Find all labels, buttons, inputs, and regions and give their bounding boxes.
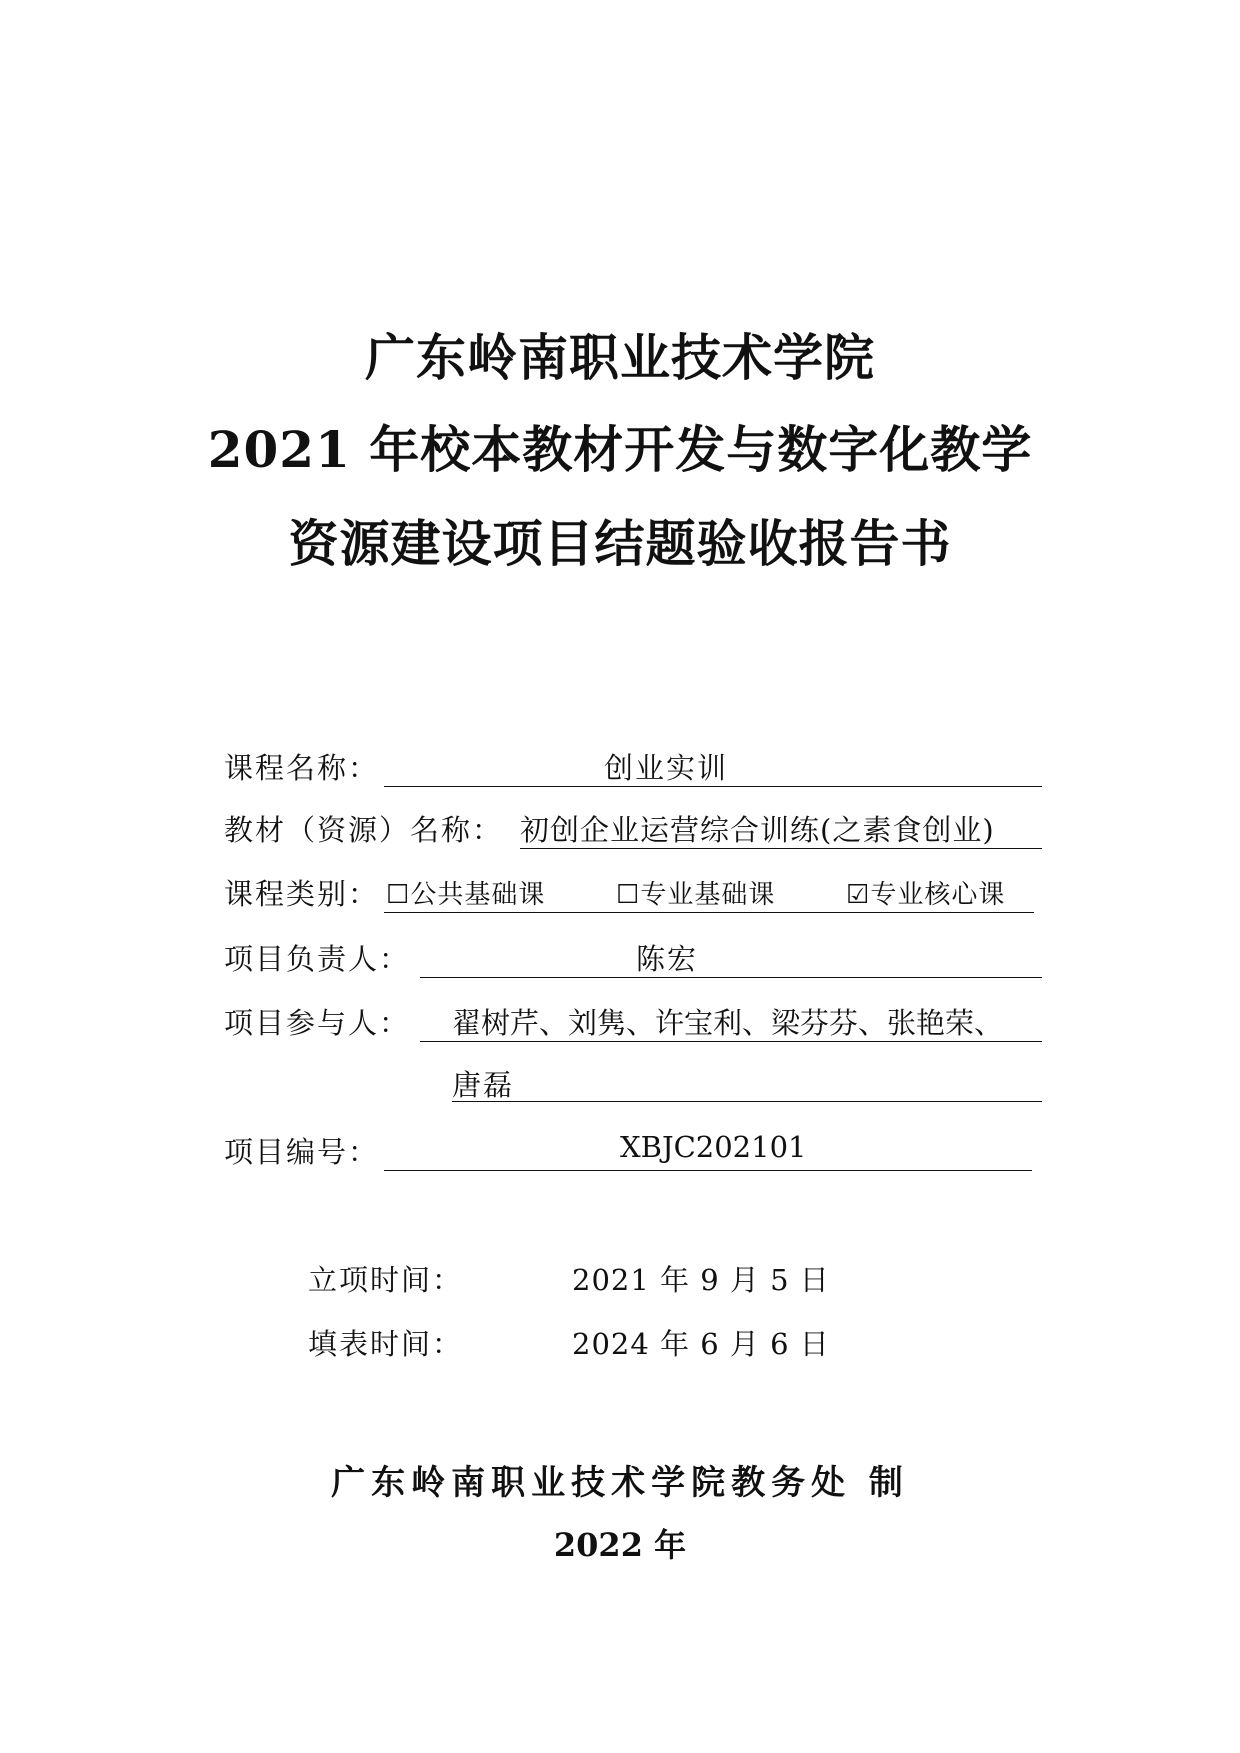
checkbox-unchecked-icon: ☐ (616, 880, 641, 910)
course-category-row (224, 872, 1044, 916)
material-name-value: 初创企业运营综合训练(之素食创业) (520, 813, 995, 847)
project-participants-value-1: 翟树芹、刘隽、许宝利、梁芬芬、张艳荣、 (452, 1006, 1004, 1040)
start-date-value: 2021 年 9 月 5 日 (572, 1263, 830, 1297)
fill-date-value: 2024 年 6 月 6 日 (572, 1327, 830, 1361)
project-leader-row (224, 937, 1044, 981)
project-leader-value: 陈宏 (636, 942, 699, 976)
footer-year: 2022 年 (553, 1526, 687, 1564)
title-line-3: 资源建设项目结题验收报告书 (288, 514, 952, 573)
material-name-label: 教材（资源）名称： (224, 813, 504, 847)
project-participants-value-2: 唐磊 (452, 1068, 515, 1102)
title-line-1: 广东岭南职业技术学院 (365, 328, 875, 387)
course-name-value: 创业实训 (604, 751, 729, 785)
course-name-label: 课程名称： (224, 751, 380, 785)
project-number-label: 项目编号： (224, 1135, 380, 1169)
category-option-professional-basic[interactable] (616, 874, 775, 911)
project-number-underline (384, 1170, 1032, 1171)
project-participants-label: 项目参与人： (224, 1006, 411, 1040)
category-option-label: 公共基础课 (410, 880, 546, 910)
material-name-row (224, 808, 1044, 852)
category-option-public-basic[interactable] (386, 874, 545, 911)
footer-org: 广东岭南职业技术学院教务处 制 (331, 1463, 909, 1503)
fill-date-row (308, 1322, 868, 1362)
project-number-value: XBJC202101 (620, 1130, 807, 1164)
project-participants-underline-2 (452, 1101, 1042, 1102)
fill-date-label: 填表时间： (308, 1327, 464, 1361)
category-option-professional-core[interactable] (846, 874, 1005, 911)
project-leader-label: 项目负责人： (224, 942, 411, 976)
checkbox-checked-icon: ☑ (846, 880, 871, 910)
course-category-underline (384, 912, 1034, 913)
course-name-row (224, 746, 1044, 790)
project-number-row (224, 1130, 1044, 1174)
title-line-2: 2021 年校本教材开发与数字化教学 (207, 420, 1033, 479)
start-date-row (308, 1258, 868, 1298)
start-date-label: 立项时间： (308, 1263, 464, 1297)
category-option-label: 专业核心课 (870, 880, 1006, 910)
project-leader-underline (420, 977, 1042, 978)
course-category-label: 课程类别： (224, 877, 380, 911)
checkbox-unchecked-icon: ☐ (386, 880, 411, 910)
project-participants-row (224, 1001, 1044, 1111)
category-option-label: 专业基础课 (640, 880, 776, 910)
